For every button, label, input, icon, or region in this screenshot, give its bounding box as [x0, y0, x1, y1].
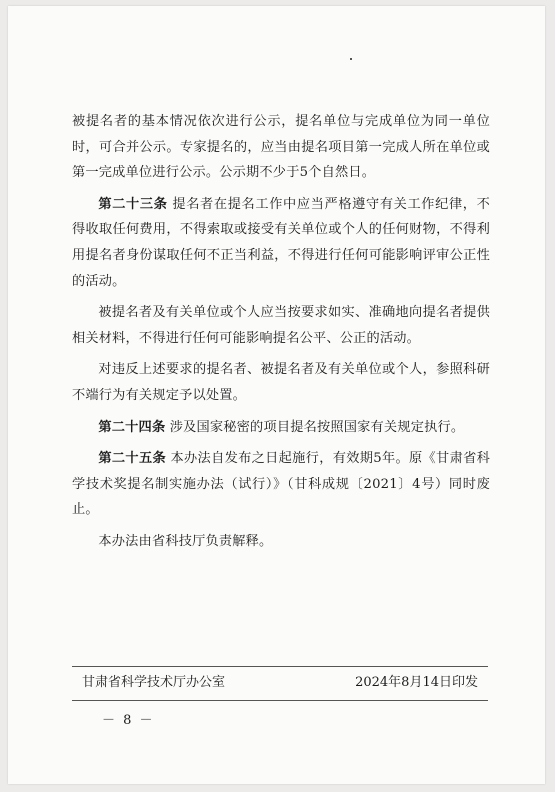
document-body: [72, 109, 490, 561]
paragraph-text: 被提名者及有关单位或个人应当按要求如实、准确地向提名者提供相关材料，不得进行任何可能影响提名公平、公正的活动。: [72, 305, 490, 346]
issuer-name: 甘肃省科学技术厅办公室: [82, 675, 226, 690]
paragraph-3: [72, 300, 490, 351]
issue-date: 2024年8月14日印发: [355, 675, 478, 690]
paragraph-text: 提名者在提名工作中应当严格遵守有关工作纪律，不得收取任何费用，不得索取或接受有关单位或个人的任何财物，不得利用提名者身份谋取任何不正当利益，不得进行任何可能影响评审公正性的活动。: [72, 196, 490, 289]
article-label: 第二十四条: [98, 419, 166, 435]
page-number: － 8 －: [102, 713, 155, 728]
footer-bottom-rule: [72, 700, 488, 701]
paragraph-text: 被提名者的基本情况依次进行公示，提名单位与完成单位为同一单位时，可合并公示。专家提名的，应当由提名项目第一完成人所在单位或第一完成单位进行公示。公示期不少于5个自然日。: [72, 114, 490, 181]
paragraph-7: [72, 529, 490, 555]
document-footer: [72, 666, 488, 701]
paragraph-1: [72, 109, 490, 186]
paragraph-text: 涉及国家秘密的项目提名按照国家有关规定执行。: [169, 419, 465, 435]
footer-row: [72, 674, 488, 692]
paragraph-text: 对违反上述要求的提名者、被提名者及有关单位或个人，参照科研不端行为有关规定予以处置。: [72, 362, 490, 403]
paragraph-article-23: [72, 192, 490, 294]
paragraph-text: 本办法自发布之日起施行，有效期5年。原《甘肃省科学技术奖提名制实施办法（试行）》（甘科成规〔2021〕4号）同时废止。: [72, 451, 490, 518]
paragraph-article-24: [72, 415, 490, 441]
paragraph-4: [72, 357, 490, 408]
footer-top-rule: [72, 666, 488, 667]
paragraph-text: 本办法由省科技厅负责解释。: [98, 533, 273, 549]
article-label: 第二十五条: [98, 451, 166, 467]
document-page: [8, 6, 545, 784]
article-label: 第二十三条: [98, 196, 168, 212]
scan-dot: [350, 58, 352, 60]
paragraph-article-25: [72, 446, 490, 523]
